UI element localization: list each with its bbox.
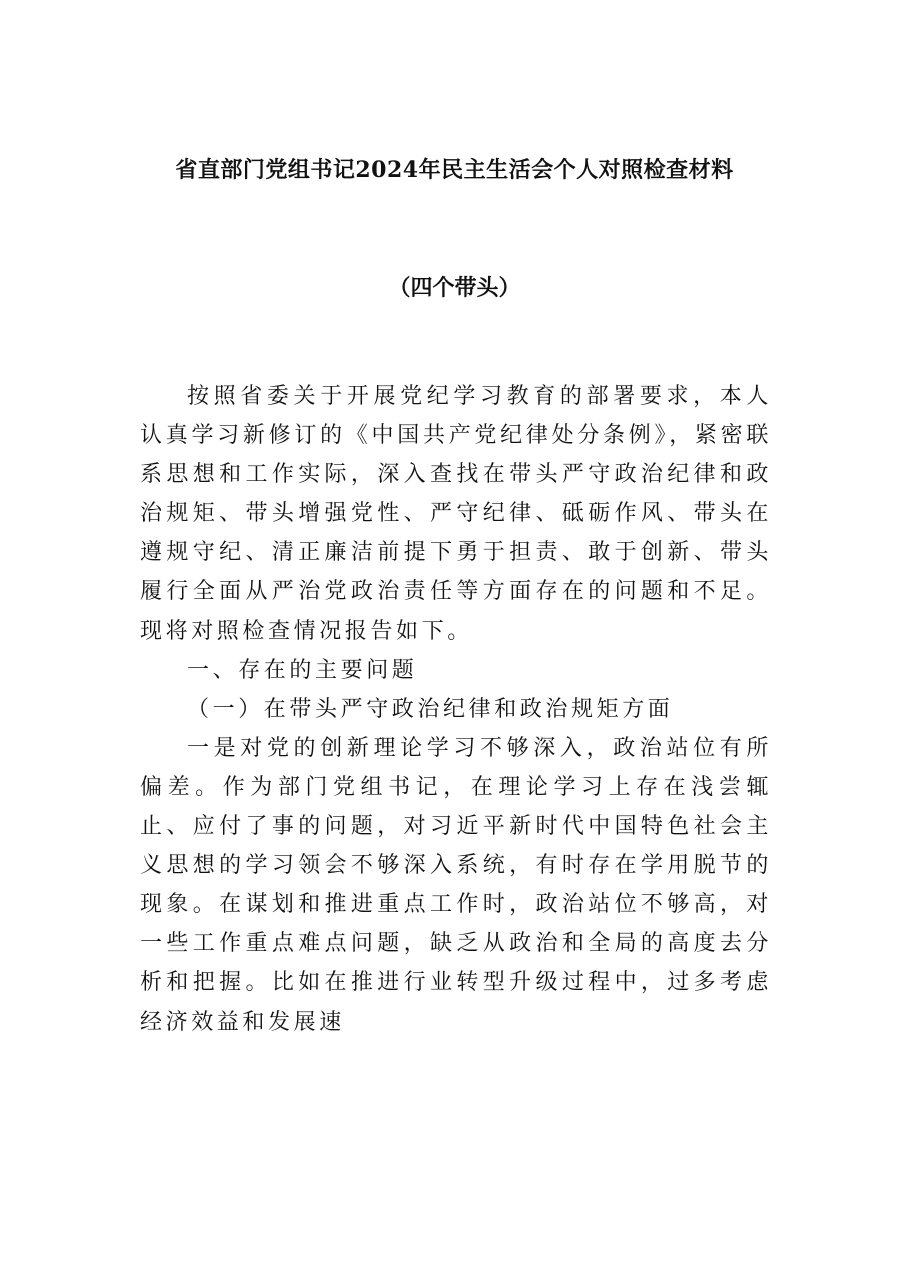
document-body	[140, 377, 772, 1042]
intro-paragraph: 按照省委关于开展党纪学习教育的部署要求，本人认真学习新修订的《中国共产党纪律处分条例》，紧密联系思想和工作实际，深入查找在带头严守政治纪律和政治规矩、带头增强党性、严守纪律、砥砺作风、带头在遵规守纪、清正廉洁前提下勇于担责、敢于创新、带头履行全面从严治党政治责任等方面存在的问题和不足。现将对照检查情况报告如下。	[140, 384, 772, 644]
subsection-heading: （一）在带头严守政治纪律和政治规矩方面	[187, 696, 674, 722]
document-title: 省直部门党组书记2024年民主生活会个人对照检查材料	[175, 157, 734, 183]
document-subtitle: （四个带头）	[388, 275, 521, 301]
section-heading: 一、存在的主要问题	[187, 657, 418, 683]
body-paragraph: 一是对党的创新理论学习不够深入，政治站位有所偏差。作为部门党组书记，在理论学习上存在浅尝辄止、应付了事的问题，对习近平新时代中国特色社会主义思想的学习领会不够深入系统，有时存在学用脱节的现象。在谋划和推进重点工作时，政治站位不够高，对一些工作重点难点问题，缺乏从政治和全局的高度去分析和把握。比如在推进行业转型升级过程中，过多考虑经济效益和发展速	[140, 735, 772, 1035]
